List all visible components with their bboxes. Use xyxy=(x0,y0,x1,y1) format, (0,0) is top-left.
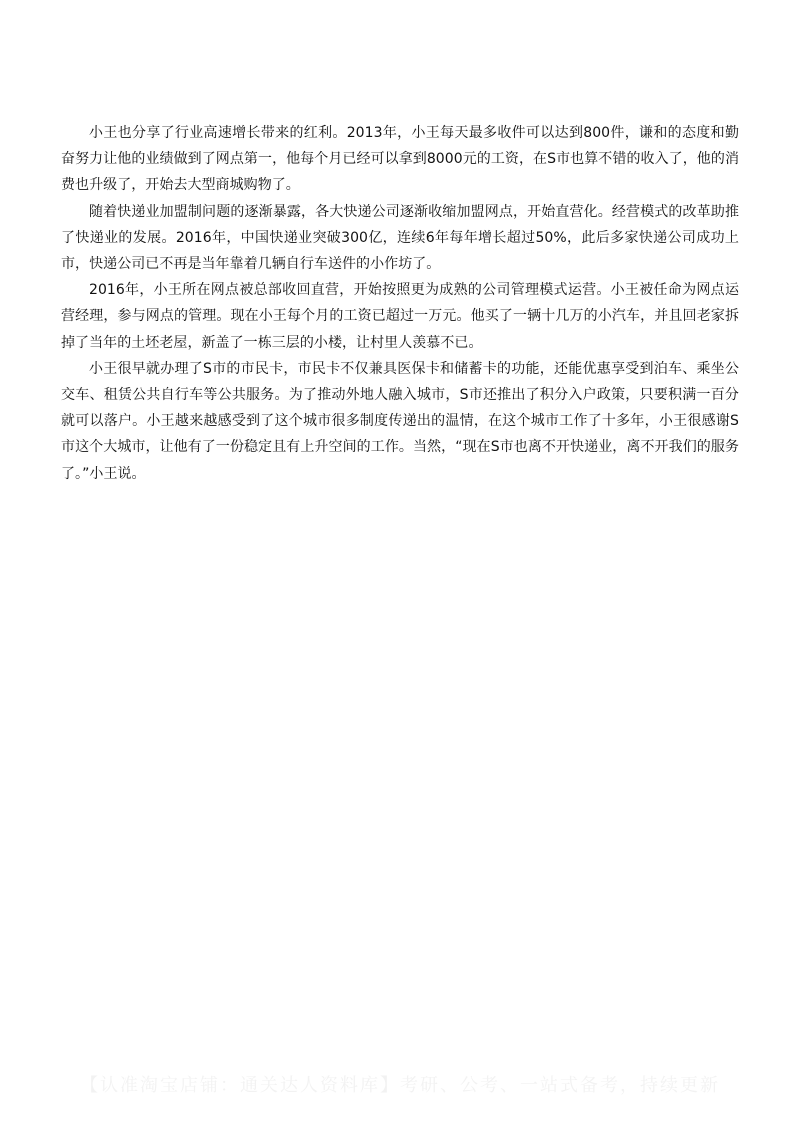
paragraph-2: 随着快递业加盟制问题的逐渐暴露，各大快递公司逐渐收缩加盟网点，开始直营化。经营模式的改革助推了快递业的发展。2016年，中国快递业突破300亿，连续6年每年增长超过50%，此后多家快递公司成功上市，快递公司已不再是当年靠着几辆自行车送件的小作坊了。 xyxy=(61,203,739,273)
paragraph-1: 小王也分享了行业高速增长带来的红利。2013年，小王每天最多收件可以达到800件，谦和的态度和勤奋努力让他的业绩做到了网点第一，他每个月已经可以拿到8000元的工资，在S市也算不错的收入了，他的消费也升级了，开始去大型商城购物了。 xyxy=(61,125,739,194)
paragraph-4: 小王很早就办理了S市的市民卡，市民卡不仅兼具医保卡和储蓄卡的功能，还能优惠享受到泊车、乘坐公交车、租赁公共自行车等公共服务。为了推动外地人融入城市，S市还推出了积分入户政策，只要积满一百分就可以落户。小王越来越感受到了这个城市很多制度传递出的温情，在这个城市工作了十多年，小王很感谢S市这个大城市，让他有了一份稳定且有上升空间的工作。当然，“现在S市也离不开快递业，离不开我们的服务了。”小王说。 xyxy=(61,360,739,482)
footer-watermark: 【认准淘宝店铺：通关达人资料库】考研、公考、一站式备考，持续更新 xyxy=(80,1075,720,1096)
paragraph-3: 2016年，小王所在网点被总部收回直营，开始按照更为成熟的公司管理模式运营。小王被任命为网点运营经理，参与网点的管理。现在小王每个月的工资已超过一万元。他买了一辆十几万的小汽车，并且回老家拆掉了当年的土坯老屋，新盖了一栋三层的小楼，让村里人羡慕不已。 xyxy=(61,282,739,351)
article-body xyxy=(61,120,739,487)
